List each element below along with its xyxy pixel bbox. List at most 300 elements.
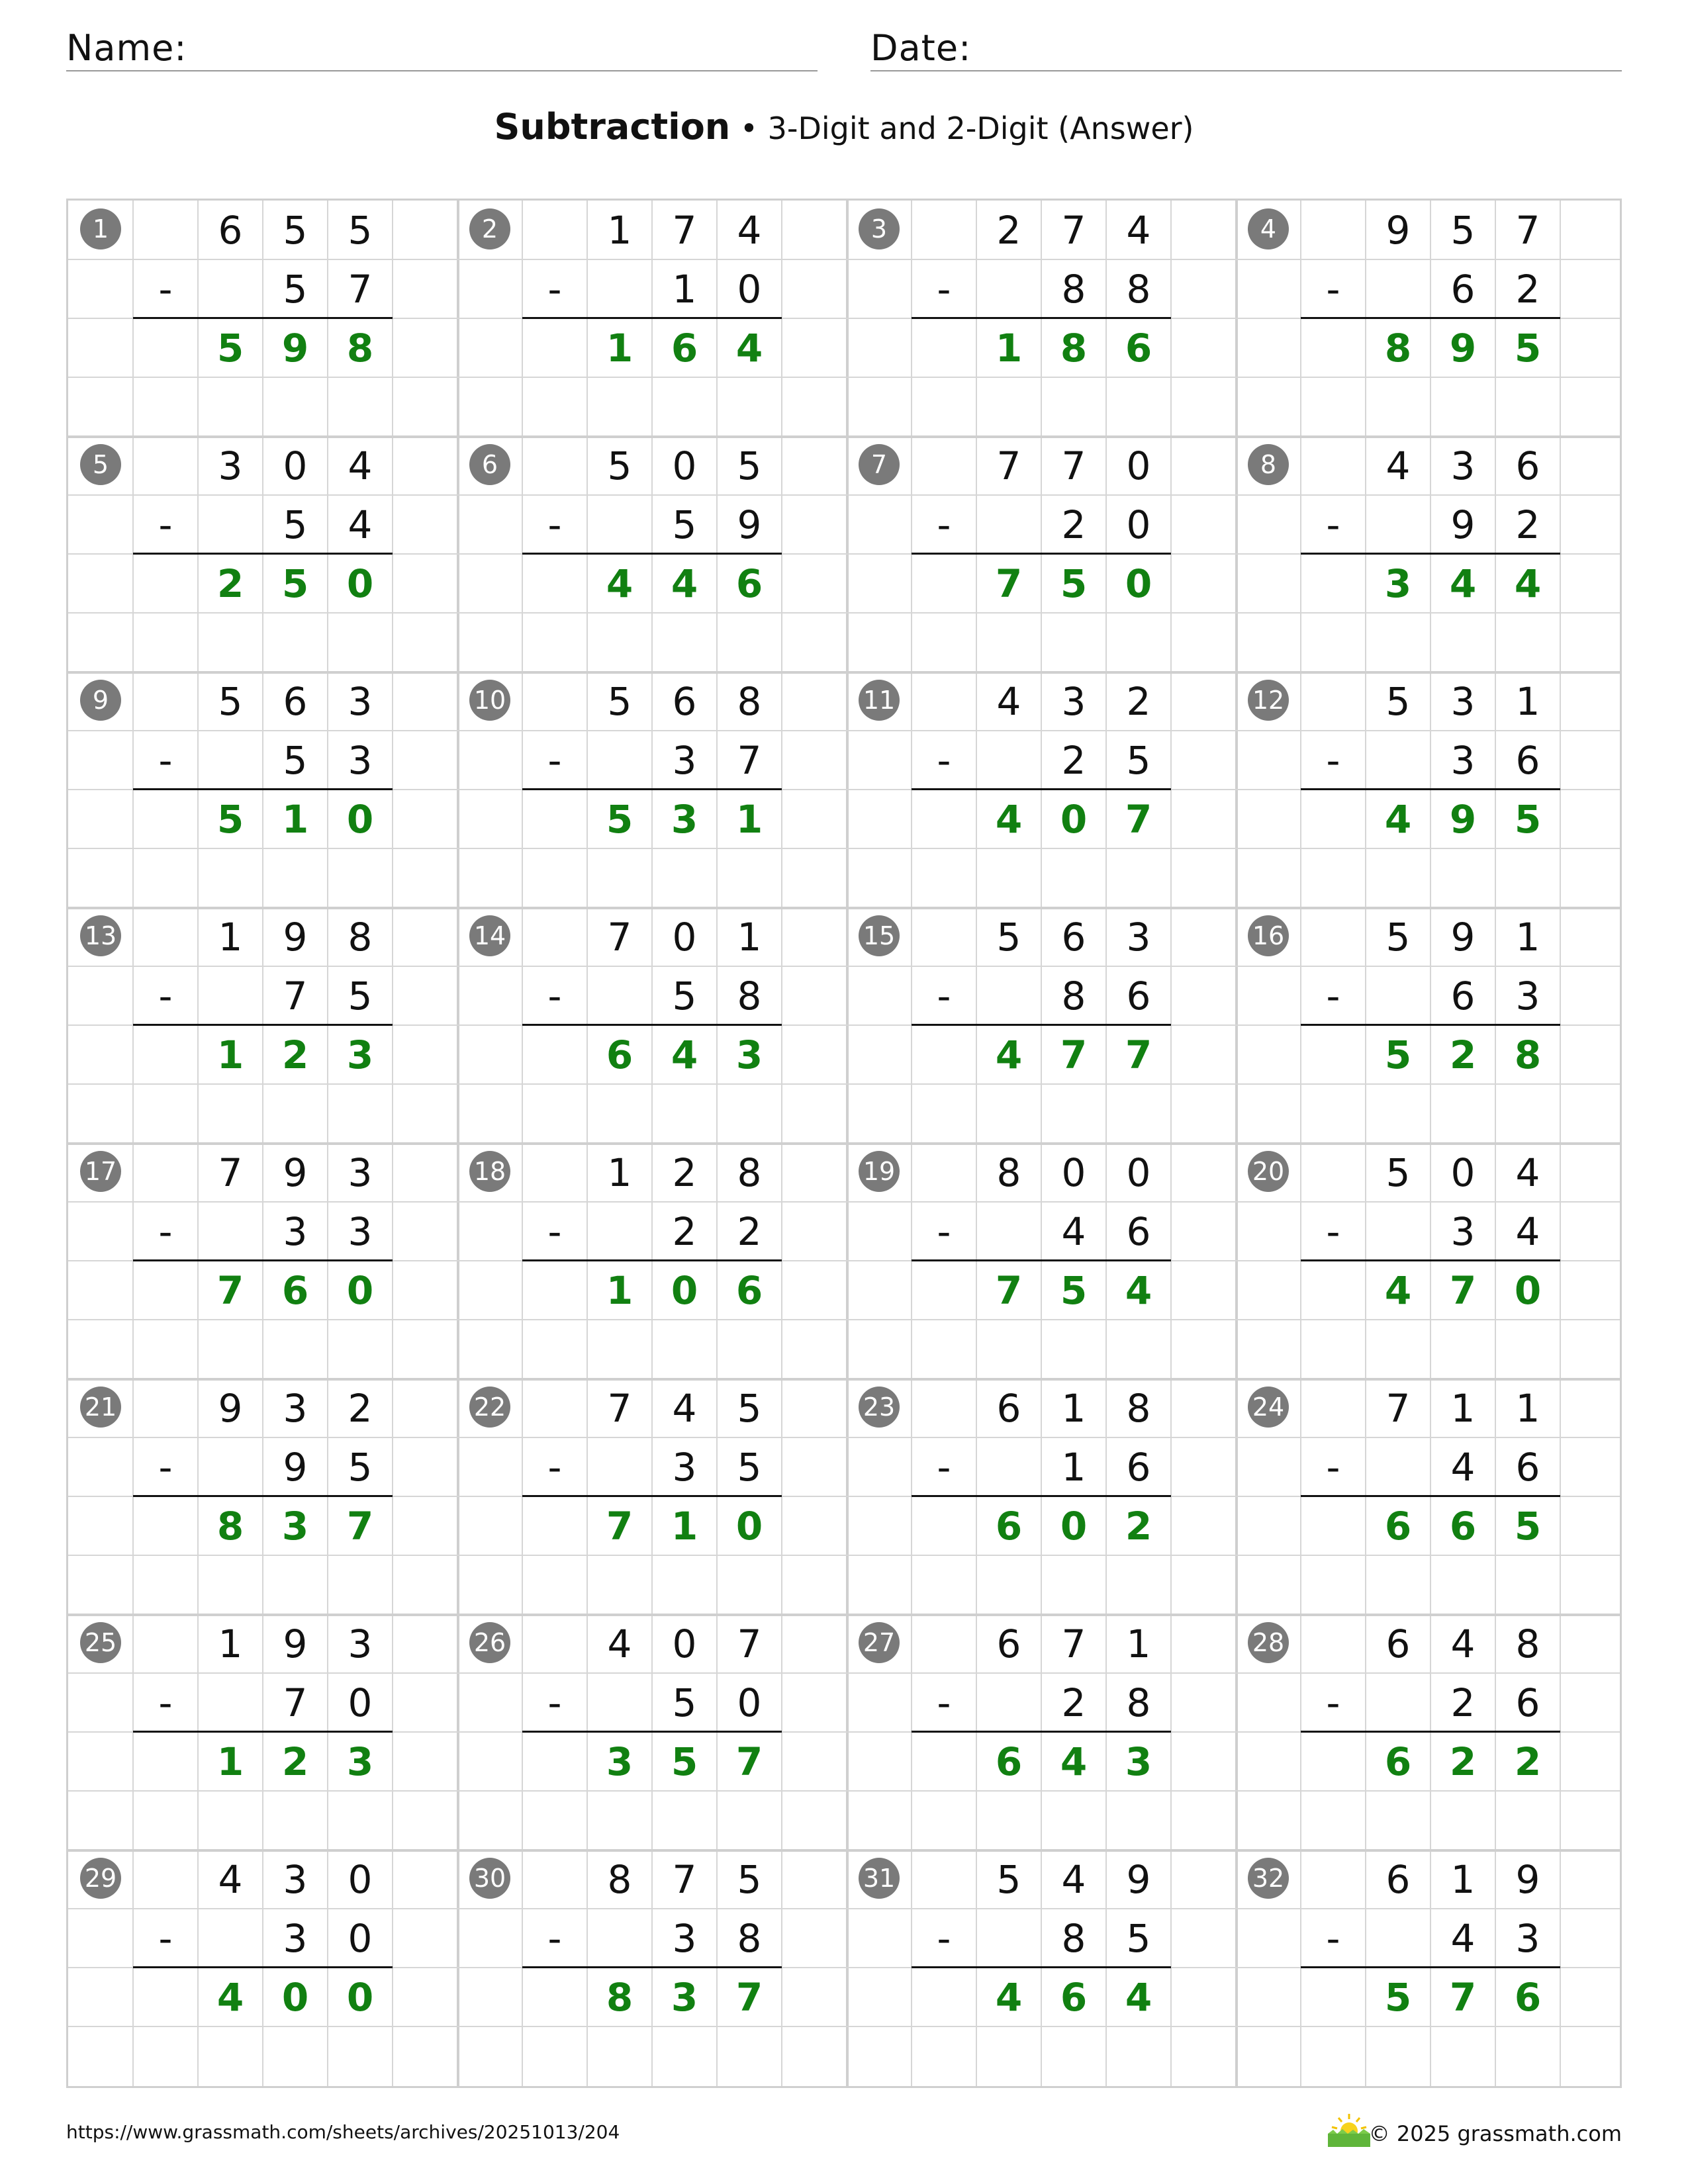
subtrahend-digit: 4: [1450, 1915, 1476, 1961]
problem-number-badge: 7: [859, 444, 900, 485]
minuend-digit: 1: [1515, 914, 1540, 960]
date-field[interactable]: [870, 24, 1622, 71]
problem-number-badge: 28: [1248, 1622, 1289, 1663]
answer-digit: 4: [671, 561, 698, 606]
answer-digit: 4: [1125, 1974, 1152, 2020]
subtrahend-digit: 9: [1450, 502, 1476, 547]
answer-digit: 7: [216, 1267, 244, 1313]
answer-digit: 4: [671, 1032, 698, 1077]
subtrahend-digit: 6: [1450, 973, 1476, 1019]
minus-sign: -: [158, 1915, 173, 1961]
problem-number-badge: 13: [80, 915, 121, 956]
minuend-digit: 0: [283, 443, 308, 488]
answer-digit: 5: [1384, 1032, 1412, 1077]
answer-digit: 3: [606, 1739, 633, 1784]
minus-sign: -: [547, 1208, 562, 1254]
subtrahend-digit: 5: [1126, 737, 1151, 783]
subtrahend-digit: 7: [283, 1680, 308, 1725]
minus-sign: -: [1326, 973, 1340, 1019]
problem-number-badge: 4: [1248, 208, 1289, 250]
minuend-digit: 5: [996, 914, 1021, 960]
minus-sign: -: [937, 1208, 951, 1254]
minuend-digit: 6: [1385, 1856, 1411, 1902]
minus-sign: -: [1326, 502, 1340, 547]
minuend-digit: 9: [1450, 914, 1476, 960]
answer-digit: 9: [1449, 796, 1477, 842]
minus-sign: -: [547, 1915, 562, 1961]
minus-sign: -: [937, 1915, 951, 1961]
minus-sign: -: [547, 973, 562, 1019]
minuend-digit: 5: [607, 443, 632, 488]
subtrahend-digit: 5: [672, 1680, 697, 1725]
minuend-digit: 3: [1450, 443, 1476, 488]
answer-digit: 0: [1125, 561, 1152, 606]
problem-number-badge: 23: [859, 1387, 900, 1428]
minuend-digit: 7: [1061, 1621, 1086, 1666]
answer-digit: 7: [1125, 1032, 1152, 1077]
minuend-digit: 9: [283, 1150, 308, 1195]
subtrahend-digit: 8: [1126, 1680, 1151, 1725]
minuend-digit: 1: [218, 1621, 243, 1666]
subtrahend-digit: 3: [1450, 1208, 1476, 1254]
subtrahend-digit: 5: [348, 1444, 373, 1490]
subtrahend-digit: 8: [1061, 266, 1086, 312]
answer-digit: 6: [735, 561, 763, 606]
footer-copyright: © 2025 grassmath.com: [1368, 2121, 1622, 2146]
subtrahend-digit: 5: [737, 1444, 762, 1490]
minuend-digit: 0: [672, 914, 697, 960]
answer-digit: 6: [1449, 1503, 1477, 1549]
subtrahend-digit: 3: [348, 737, 373, 783]
minuend-digit: 9: [1385, 207, 1411, 253]
answer-digit: 4: [1125, 1267, 1152, 1313]
problem-number-badge: 5: [80, 444, 121, 485]
problem-number-badge: 14: [469, 915, 510, 956]
answer-digit: 0: [346, 796, 374, 842]
minus-sign: -: [158, 1680, 173, 1725]
subtrahend-digit: 5: [1126, 1915, 1151, 1961]
minus-sign: -: [937, 973, 951, 1019]
subtrahend-digit: 2: [1061, 1680, 1086, 1725]
answer-digit: 0: [346, 561, 374, 606]
subtrahend-digit: 2: [1450, 1680, 1476, 1725]
subtrahend-digit: 4: [1450, 1444, 1476, 1490]
minuend-digit: 5: [1385, 678, 1411, 724]
subtrahend-digit: 3: [1515, 973, 1540, 1019]
minuend-digit: 9: [1126, 1856, 1151, 1902]
minuend-digit: 5: [348, 207, 373, 253]
answer-digit: 2: [1449, 1032, 1477, 1077]
subtrahend-digit: 5: [283, 266, 308, 312]
minuend-digit: 3: [283, 1856, 308, 1902]
minus-sign: -: [937, 737, 951, 783]
minuend-digit: 8: [1515, 1621, 1540, 1666]
date-label: Date:: [870, 27, 972, 69]
subtrahend-digit: 6: [1126, 1444, 1151, 1490]
minuend-digit: 1: [1515, 1385, 1540, 1431]
answer-digit: 7: [1125, 796, 1152, 842]
minuend-digit: 7: [996, 443, 1021, 488]
answer-digit: 8: [1384, 325, 1412, 371]
subtrahend-digit: 2: [1515, 266, 1540, 312]
minuend-digit: 2: [672, 1150, 697, 1195]
subtrahend-digit: 5: [672, 502, 697, 547]
minuend-digit: 8: [1126, 1385, 1151, 1431]
answer-digit: 5: [216, 796, 244, 842]
minuend-digit: 5: [218, 678, 243, 724]
minuend-digit: 3: [218, 443, 243, 488]
minuend-digit: 9: [283, 914, 308, 960]
minuend-digit: 0: [1126, 1150, 1151, 1195]
minuend-digit: 4: [1061, 1856, 1086, 1902]
subtrahend-digit: 7: [737, 737, 762, 783]
answer-digit: 7: [606, 1503, 633, 1549]
minuend-digit: 5: [283, 207, 308, 253]
answer-digit: 8: [216, 1503, 244, 1549]
minus-sign: -: [1326, 1444, 1340, 1490]
minuend-digit: 4: [218, 1856, 243, 1902]
subtrahend-digit: 1: [1061, 1444, 1086, 1490]
answer-digit: 6: [1514, 1974, 1542, 2020]
answer-digit: 7: [1449, 1267, 1477, 1313]
minuend-digit: 4: [607, 1621, 632, 1666]
subtrahend-digit: 3: [672, 737, 697, 783]
answer-digit: 3: [346, 1739, 374, 1784]
sun-grass-logo-icon: [1325, 2111, 1373, 2148]
title-subtitle: • 3-Digit and 2-Digit (Answer): [739, 111, 1194, 146]
minuend-digit: 6: [672, 678, 697, 724]
subtrahend-digit: 7: [283, 973, 308, 1019]
minuend-digit: 1: [1126, 1621, 1151, 1666]
minuend-digit: 1: [737, 914, 762, 960]
problem-number-badge: 16: [1248, 915, 1289, 956]
minuend-digit: 8: [348, 914, 373, 960]
problem-number-badge: 8: [1248, 444, 1289, 485]
answer-digit: 3: [671, 1974, 698, 2020]
answer-digit: 2: [1514, 1739, 1542, 1784]
subtrahend-digit: 0: [348, 1915, 373, 1961]
subtrahend-digit: 2: [737, 1208, 762, 1254]
subtrahend-digit: 2: [1061, 737, 1086, 783]
answer-digit: 1: [281, 796, 309, 842]
minus-sign: -: [547, 1444, 562, 1490]
subtrahend-digit: 0: [737, 266, 762, 312]
title-main: Subtraction: [494, 106, 731, 148]
answer-digit: 1: [216, 1739, 244, 1784]
minuend-digit: 7: [1385, 1385, 1411, 1431]
subtrahend-digit: 8: [1126, 266, 1151, 312]
answer-digit: 7: [995, 561, 1023, 606]
minus-sign: -: [937, 1444, 951, 1490]
answer-digit: 4: [1384, 796, 1412, 842]
minuend-digit: 1: [1061, 1385, 1086, 1431]
answer-digit: 1: [606, 325, 633, 371]
subtrahend-digit: 6: [1515, 1444, 1540, 1490]
problem-number-badge: 3: [859, 208, 900, 250]
minuend-digit: 5: [737, 1856, 762, 1902]
minuend-digit: 6: [996, 1621, 1021, 1666]
answer-digit: 2: [216, 561, 244, 606]
minuend-digit: 6: [1515, 443, 1540, 488]
answer-digit: 4: [606, 561, 633, 606]
answer-digit: 6: [1125, 325, 1152, 371]
answer-digit: 8: [606, 1974, 633, 2020]
minus-sign: -: [547, 1680, 562, 1725]
problem-number-badge: 15: [859, 915, 900, 956]
answer-digit: 0: [346, 1267, 374, 1313]
answer-digit: 6: [995, 1739, 1023, 1784]
minuend-digit: 9: [1515, 1856, 1540, 1902]
minuend-digit: 1: [607, 1150, 632, 1195]
minuend-digit: 2: [1126, 678, 1151, 724]
name-label: Name:: [66, 27, 187, 69]
answer-digit: 4: [995, 796, 1023, 842]
minuend-digit: 0: [1061, 1150, 1086, 1195]
minuend-digit: 7: [672, 1856, 697, 1902]
minuend-digit: 7: [1515, 207, 1540, 253]
minuend-digit: 8: [996, 1150, 1021, 1195]
name-field[interactable]: [66, 24, 818, 71]
subtrahend-digit: 0: [1126, 502, 1151, 547]
minuend-digit: 5: [1385, 914, 1411, 960]
problem-number-badge: 20: [1248, 1151, 1289, 1192]
minuend-digit: 0: [1450, 1150, 1476, 1195]
minus-sign: -: [158, 266, 173, 312]
minuend-digit: 3: [348, 1150, 373, 1195]
answer-digit: 9: [1449, 325, 1477, 371]
minuend-digit: 7: [1061, 443, 1086, 488]
answer-digit: 0: [1060, 1503, 1088, 1549]
subtrahend-digit: 4: [1061, 1208, 1086, 1254]
problem-number-badge: 11: [859, 680, 900, 721]
subtrahend-digit: 6: [1515, 737, 1540, 783]
answer-digit: 5: [281, 561, 309, 606]
subtrahend-digit: 7: [348, 266, 373, 312]
problem-number-badge: 32: [1248, 1858, 1289, 1899]
answer-digit: 0: [671, 1267, 698, 1313]
answer-digit: 1: [735, 796, 763, 842]
minus-sign: -: [1326, 266, 1340, 312]
minus-sign: -: [158, 973, 173, 1019]
subtrahend-digit: 3: [283, 1915, 308, 1961]
minus-sign: -: [1326, 1208, 1340, 1254]
subtrahend-digit: 4: [348, 502, 373, 547]
minuend-digit: 0: [348, 1856, 373, 1902]
minuend-digit: 1: [218, 914, 243, 960]
subtrahend-digit: 4: [1515, 1208, 1540, 1254]
answer-digit: 1: [995, 325, 1023, 371]
subtrahend-digit: 2: [1515, 502, 1540, 547]
problem-number-badge: 25: [80, 1622, 121, 1663]
minus-sign: -: [937, 1680, 951, 1725]
answer-digit: 5: [1060, 561, 1088, 606]
minus-sign: -: [1326, 737, 1340, 783]
minuend-digit: 1: [607, 207, 632, 253]
problem-number-badge: 21: [80, 1387, 121, 1428]
worksheet-title: [0, 106, 1688, 148]
answer-digit: 5: [1514, 1503, 1542, 1549]
minuend-digit: 0: [672, 1621, 697, 1666]
answer-digit: 1: [671, 1503, 698, 1549]
subtrahend-digit: 8: [1061, 973, 1086, 1019]
minuend-digit: 0: [672, 443, 697, 488]
minus-sign: -: [158, 1208, 173, 1254]
subtrahend-digit: 2: [1061, 502, 1086, 547]
problem-grid: [66, 199, 1622, 2088]
answer-digit: 9: [281, 325, 309, 371]
problem-number-badge: 22: [469, 1387, 510, 1428]
answer-digit: 4: [1384, 1267, 1412, 1313]
minuend-digit: 7: [218, 1150, 243, 1195]
minuend-digit: 5: [1385, 1150, 1411, 1195]
answer-digit: 1: [606, 1267, 633, 1313]
subtrahend-digit: 5: [283, 737, 308, 783]
problem-number-badge: 6: [469, 444, 510, 485]
minuend-digit: 8: [607, 1856, 632, 1902]
minuend-digit: 4: [1515, 1150, 1540, 1195]
minuend-digit: 6: [218, 207, 243, 253]
problem-number-badge: 27: [859, 1622, 900, 1663]
answer-digit: 6: [606, 1032, 633, 1077]
answer-digit: 7: [1449, 1974, 1477, 2020]
answer-digit: 7: [995, 1267, 1023, 1313]
minuend-digit: 9: [283, 1621, 308, 1666]
subtrahend-digit: 6: [1450, 266, 1476, 312]
minuend-digit: 4: [348, 443, 373, 488]
subtrahend-digit: 3: [348, 1208, 373, 1254]
subtrahend-digit: 5: [348, 973, 373, 1019]
answer-digit: 7: [735, 1974, 763, 2020]
answer-digit: 8: [1060, 325, 1088, 371]
minuend-digit: 6: [1385, 1621, 1411, 1666]
answer-digit: 6: [1384, 1503, 1412, 1549]
answer-digit: 2: [1449, 1739, 1477, 1784]
minuend-digit: 5: [607, 678, 632, 724]
answer-digit: 8: [346, 325, 374, 371]
minuend-digit: 1: [1450, 1385, 1476, 1431]
minuend-digit: 3: [348, 1621, 373, 1666]
subtrahend-digit: 8: [737, 973, 762, 1019]
minuend-digit: 7: [1061, 207, 1086, 253]
answer-digit: 1: [216, 1032, 244, 1077]
answer-digit: 4: [216, 1974, 244, 2020]
subtrahend-digit: 8: [737, 1915, 762, 1961]
minuend-digit: 8: [737, 1150, 762, 1195]
answer-digit: 4: [1449, 561, 1477, 606]
problem-number-badge: 17: [80, 1151, 121, 1192]
answer-digit: 2: [1125, 1503, 1152, 1549]
problem-number-badge: 29: [80, 1858, 121, 1899]
minus-sign: -: [1326, 1915, 1340, 1961]
answer-digit: 6: [735, 1267, 763, 1313]
problem-number-badge: 9: [80, 680, 121, 721]
subtrahend-digit: 6: [1126, 973, 1151, 1019]
subtrahend-digit: 5: [672, 973, 697, 1019]
answer-digit: 4: [1514, 561, 1542, 606]
answer-digit: 5: [1060, 1267, 1088, 1313]
problem-number-badge: 18: [469, 1151, 510, 1192]
minus-sign: -: [1326, 1680, 1340, 1725]
problem-number-badge: 30: [469, 1858, 510, 1899]
answer-digit: 5: [1514, 796, 1542, 842]
minus-sign: -: [937, 502, 951, 547]
minuend-digit: 8: [737, 678, 762, 724]
minuend-digit: 4: [672, 1385, 697, 1431]
answer-digit: 6: [995, 1503, 1023, 1549]
minuend-digit: 5: [996, 1856, 1021, 1902]
problem-number-badge: 2: [469, 208, 510, 250]
minuend-digit: 4: [996, 678, 1021, 724]
subtrahend-digit: 6: [1126, 1208, 1151, 1254]
minuend-digit: 2: [996, 207, 1021, 253]
minus-sign: -: [158, 1444, 173, 1490]
minuend-digit: 6: [996, 1385, 1021, 1431]
subtrahend-digit: 3: [672, 1915, 697, 1961]
problem-number-badge: 12: [1248, 680, 1289, 721]
minuend-digit: 3: [1450, 678, 1476, 724]
subtrahend-digit: 9: [283, 1444, 308, 1490]
answer-digit: 3: [281, 1503, 309, 1549]
minuend-digit: 5: [737, 443, 762, 488]
footer-url[interactable]: https://www.grassmath.com/sheets/archives/20251013/204: [66, 2121, 620, 2143]
subtrahend-digit: 1: [672, 266, 697, 312]
minuend-digit: 7: [607, 914, 632, 960]
minuend-digit: 7: [737, 1621, 762, 1666]
minus-sign: -: [547, 737, 562, 783]
subtrahend-digit: 9: [737, 502, 762, 547]
answer-digit: 8: [1514, 1032, 1542, 1077]
minus-sign: -: [158, 737, 173, 783]
minus-sign: -: [547, 502, 562, 547]
subtrahend-digit: 8: [1061, 1915, 1086, 1961]
answer-digit: 7: [346, 1503, 374, 1549]
minuend-digit: 4: [1450, 1621, 1476, 1666]
answer-digit: 2: [281, 1032, 309, 1077]
problem-number-badge: 26: [469, 1622, 510, 1663]
answer-digit: 3: [1125, 1739, 1152, 1784]
answer-digit: 7: [1060, 1032, 1088, 1077]
minuend-digit: 0: [1126, 443, 1151, 488]
subtrahend-digit: 3: [1450, 737, 1476, 783]
minuend-digit: 5: [737, 1385, 762, 1431]
minuend-digit: 1: [1450, 1856, 1476, 1902]
subtrahend-digit: 6: [1515, 1680, 1540, 1725]
minuend-digit: 4: [1385, 443, 1411, 488]
minuend-digit: 2: [348, 1385, 373, 1431]
answer-digit: 0: [1060, 796, 1088, 842]
minuend-digit: 3: [348, 678, 373, 724]
answer-digit: 0: [735, 1503, 763, 1549]
subtrahend-digit: 2: [672, 1208, 697, 1254]
answer-digit: 3: [346, 1032, 374, 1077]
minus-sign: -: [937, 266, 951, 312]
subtrahend-digit: 3: [672, 1444, 697, 1490]
minuend-digit: 6: [1061, 914, 1086, 960]
answer-digit: 6: [281, 1267, 309, 1313]
answer-digit: 4: [995, 1974, 1023, 2020]
answer-digit: 4: [995, 1032, 1023, 1077]
answer-digit: 6: [1384, 1739, 1412, 1784]
minuend-digit: 4: [1126, 207, 1151, 253]
answer-digit: 3: [735, 1032, 763, 1077]
minuend-digit: 3: [1061, 678, 1086, 724]
minuend-digit: 3: [1126, 914, 1151, 960]
problem-number-badge: 10: [469, 680, 510, 721]
answer-digit: 6: [1060, 1974, 1088, 2020]
answer-digit: 4: [735, 325, 763, 371]
answer-digit: 5: [1514, 325, 1542, 371]
minuend-digit: 1: [1515, 678, 1540, 724]
